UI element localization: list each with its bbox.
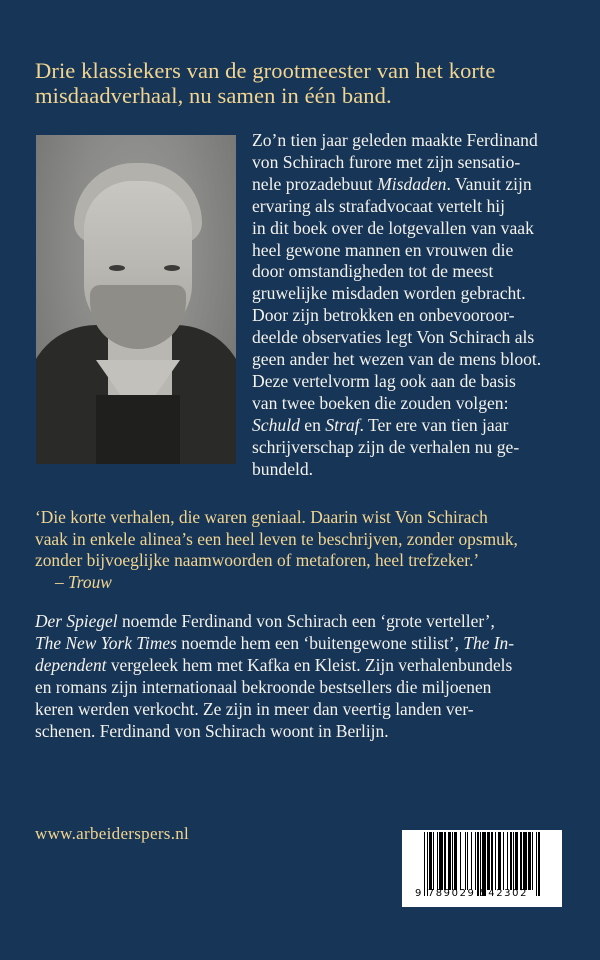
bio-line bbox=[35, 633, 595, 655]
book-title-schuld: Schuld bbox=[252, 414, 300, 435]
photo-sweater-shape bbox=[96, 395, 180, 464]
description-line: van twee boeken die zouden volgen: bbox=[252, 392, 509, 413]
description-line: schrijverschap zijn de verhalen nu ge- bbox=[252, 436, 520, 457]
bio-line bbox=[35, 611, 595, 633]
bio-line bbox=[35, 655, 595, 677]
description-line: gruwelijke misdaden worden gebracht. bbox=[252, 283, 526, 304]
author-bio bbox=[35, 611, 595, 742]
bio-text: noemde Ferdinand von Schirach een ‘grote verteller’, bbox=[117, 611, 495, 631]
description-line bbox=[252, 174, 587, 196]
headline-line-2: misdaadverhaal, nu samen in één band. bbox=[35, 83, 392, 108]
quote-line: vaak in enkele alinea’s een heel leven te beschrijven, zonder opsmuk, bbox=[35, 528, 518, 549]
description-line: heel gewone mannen en vrouwen die bbox=[252, 239, 514, 260]
description-text: nele prozadebuut bbox=[252, 173, 378, 194]
description-line: Deze vertelvorm lag ook aan de basis bbox=[252, 370, 516, 391]
description-line bbox=[252, 415, 587, 437]
bio-line: en romans zijn internationaal bekroonde bestsellers die miljoenen bbox=[35, 676, 492, 697]
isbn-barcode bbox=[402, 830, 562, 907]
description-line: door omstandigheden tot de meest bbox=[252, 261, 494, 282]
description-line: Zo’n tien jaar geleden maakte Ferdinand bbox=[252, 130, 538, 150]
bio-line: keren werden verkocht. Ze zijn in meer dan veertig landen ver- bbox=[35, 698, 474, 719]
book-title-misdaden: Misdaden bbox=[377, 173, 447, 194]
bio-line: schenen. Ferdinand von Schirach woont in Berlijn. bbox=[35, 720, 389, 741]
quote-line: zonder bijvoeglijke naamwoorden of metaforen, heel trefzeker.’ bbox=[35, 550, 480, 570]
bio-text: noemde hem een ‘buitengewone stilist’, bbox=[176, 632, 464, 653]
description-line: Door zijn betrokken en onbevooroor- bbox=[252, 305, 515, 326]
bio-text: vergeleek hem met Kafka en Kleist. Zijn verhalenbundels bbox=[106, 654, 513, 675]
book-title-straf: Straf bbox=[325, 414, 360, 435]
book-description bbox=[252, 130, 587, 481]
description-line: deelde observaties legt Von Schirach als bbox=[252, 327, 535, 348]
description-line: ervaring als strafadvocaat vertelt hij bbox=[252, 195, 506, 216]
author-photo bbox=[36, 135, 236, 464]
isbn-number: 9 789029 542302 bbox=[415, 888, 529, 899]
description-line: in dit boek over de lotgevallen van vaak bbox=[252, 217, 534, 238]
publisher-website-link[interactable]: www.arbeiderspers.nl bbox=[35, 824, 190, 843]
photo-eye-right bbox=[164, 265, 180, 271]
description-line: geen ander het wezen van de mens bloot. bbox=[252, 349, 542, 370]
review-quote bbox=[35, 507, 595, 593]
quote-line: ‘Die korte verhalen, die waren geniaal. Daarin wist Von Schirach bbox=[35, 507, 488, 527]
barcode-bars bbox=[424, 832, 540, 894]
publication-nyt: The New York Times bbox=[35, 632, 177, 653]
publication-der-spiegel: Der Spiegel bbox=[35, 611, 118, 631]
publication-independent: dependent bbox=[35, 654, 107, 675]
headline bbox=[35, 58, 575, 108]
photo-eye-left bbox=[109, 265, 125, 271]
description-line: von Schirach furore met zijn sensatio- bbox=[252, 151, 521, 172]
description-text: . Ter ere van tien jaar bbox=[359, 414, 509, 435]
barcode-bar bbox=[538, 832, 539, 896]
quote-attribution: – Trouw bbox=[55, 571, 112, 592]
description-text: en bbox=[299, 414, 326, 435]
headline-line-1: Drie klassiekers van de grootmeester van het korte bbox=[35, 58, 496, 83]
description-line: bundeld. bbox=[252, 458, 314, 479]
description-text: . Vanuit zijn bbox=[446, 173, 532, 194]
publication-independent: The In- bbox=[463, 632, 515, 653]
